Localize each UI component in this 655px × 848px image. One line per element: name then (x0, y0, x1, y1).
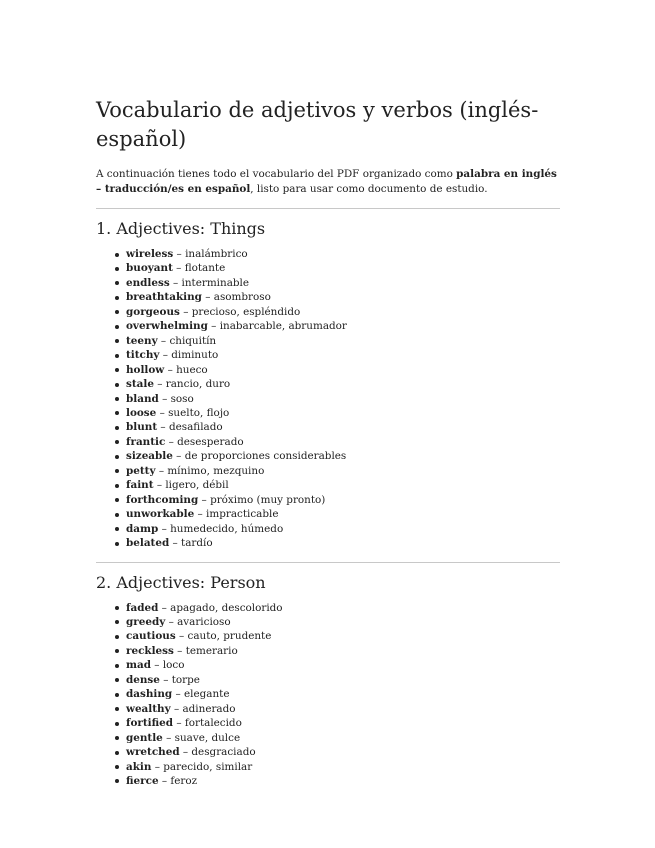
list-item (126, 760, 560, 774)
spanish-translation: avaricioso (177, 615, 231, 628)
list-item (126, 478, 560, 492)
list-item (126, 305, 560, 319)
section-adjectives-person (96, 572, 560, 789)
list-item (126, 290, 560, 304)
spanish-translation: asombroso (213, 291, 271, 304)
spanish-translation: próximo (muy pronto) (210, 493, 326, 506)
spanish-translation: impracticable (206, 508, 279, 521)
list-item (126, 247, 560, 261)
spanish-translation: feroz (170, 774, 198, 787)
vocab-list (96, 247, 560, 551)
list-item (126, 348, 560, 362)
section-heading: 2. Adjectives: Person (96, 572, 266, 592)
page-title: Vocabulario de adjetivos y verbos (inglés-español) (96, 98, 539, 151)
dash-separator: – (170, 702, 183, 715)
dash-separator: – (172, 688, 184, 701)
dash-separator: – (172, 262, 185, 275)
intro-bold-text: palabra en inglés – traducción/es en español (96, 168, 557, 195)
dash-separator: – (162, 731, 175, 744)
dash-separator: – (159, 349, 172, 362)
list-item (126, 536, 560, 550)
document-page (96, 96, 560, 788)
spanish-translation: suave, dulce (174, 731, 241, 744)
intro-text-before: A continuación tienes todo el vocabulario del PDF organizado como (96, 168, 457, 180)
list-item (126, 406, 560, 420)
spanish-translation: hueco (176, 363, 208, 376)
english-word: forthcoming (126, 493, 199, 506)
english-word: teeny (126, 334, 158, 347)
spanish-translation: flotante (184, 262, 226, 275)
english-word: fierce (126, 774, 159, 787)
spanish-translation: soso (170, 392, 194, 405)
dash-separator: – (158, 392, 171, 405)
english-word: blunt (126, 421, 158, 434)
english-word: cautious (126, 630, 176, 643)
dash-separator: – (158, 601, 171, 614)
dash-separator: – (179, 305, 192, 318)
list-item (126, 334, 560, 348)
list-item (126, 644, 560, 658)
english-word: mad (126, 659, 151, 672)
list-item (126, 261, 560, 275)
spanish-translation: mínimo, mezquino (167, 464, 265, 477)
dash-separator: – (157, 421, 169, 434)
list-item (126, 493, 560, 507)
dash-separator: – (207, 320, 220, 333)
spanish-translation: inabarcable, abrumador (219, 320, 347, 333)
english-word: breathtaking (126, 291, 202, 304)
list-item (126, 658, 560, 672)
english-word: damp (126, 522, 159, 535)
dash-separator: – (159, 673, 172, 686)
english-word: loose (126, 406, 157, 419)
spanish-translation: elegante (183, 688, 230, 701)
dash-separator: – (155, 464, 168, 477)
list-item (126, 716, 560, 730)
spanish-translation: inalámbrico (185, 248, 248, 260)
dash-separator: – (165, 615, 178, 628)
spanish-translation: tardío (181, 537, 213, 550)
dash-separator: – (169, 537, 182, 550)
dash-separator: – (158, 522, 171, 535)
list-item (126, 420, 560, 434)
english-word: unworkable (126, 508, 195, 521)
spanish-translation: diminuto (171, 349, 219, 362)
list-item (126, 601, 560, 615)
english-word: faint (126, 479, 154, 492)
list-item (126, 522, 560, 536)
spanish-translation: chiquitín (169, 334, 217, 347)
list-item (126, 276, 560, 290)
dash-separator: – (157, 334, 170, 347)
english-word: stale (126, 378, 154, 391)
list-item (126, 731, 560, 745)
english-word: titchy (126, 349, 160, 362)
english-word: wireless (126, 248, 174, 260)
spanish-translation: parecido, similar (163, 760, 253, 773)
dash-separator: – (165, 435, 178, 448)
english-word: bland (126, 392, 159, 405)
dash-separator: – (173, 644, 186, 657)
dash-separator: – (175, 630, 188, 643)
spanish-translation: cauto, prudente (187, 630, 272, 643)
dash-separator: – (173, 248, 186, 260)
dash-separator: – (194, 508, 207, 521)
list-item (126, 673, 560, 687)
spanish-translation: fortalecido (184, 717, 242, 730)
spanish-translation: humedecido, húmedo (170, 522, 284, 535)
english-word: endless (126, 276, 170, 289)
spanish-translation: adinerado (182, 702, 236, 715)
english-word: dashing (126, 688, 173, 701)
section-adjectives-things (96, 218, 560, 551)
section-heading: 1. Adjectives: Things (96, 219, 266, 238)
english-word: gorgeous (126, 305, 180, 318)
dash-separator: – (151, 659, 163, 672)
english-word: wretched (126, 746, 180, 759)
spanish-translation: precioso, espléndido (191, 305, 301, 318)
section-divider (96, 208, 560, 209)
spanish-translation: ligero, débil (165, 479, 229, 492)
spanish-translation: desesperado (177, 435, 244, 448)
dash-separator: – (153, 378, 166, 391)
dash-separator: – (151, 760, 164, 773)
english-word: akin (126, 760, 152, 773)
list-item (126, 449, 560, 463)
dash-separator: – (169, 276, 182, 289)
english-word: hollow (126, 363, 165, 376)
english-word: buoyant (126, 262, 173, 275)
list-item (126, 629, 560, 643)
intro-text-after: , listo para usar como documento de estudio. (250, 183, 488, 195)
list-item (126, 745, 560, 759)
spanish-translation: torpe (171, 673, 200, 686)
intro-paragraph (96, 167, 560, 197)
section-divider (96, 562, 560, 563)
list-item (126, 615, 560, 629)
english-word: overwhelming (126, 320, 208, 333)
list-item (126, 464, 560, 478)
list-item (126, 319, 560, 333)
list-item (126, 702, 560, 716)
english-word: petty (126, 464, 156, 477)
spanish-translation: desgraciado (191, 746, 256, 759)
spanish-translation: de proporciones considerables (184, 450, 347, 463)
list-item (126, 392, 560, 406)
english-word: fortified (126, 717, 174, 730)
spanish-translation: interminable (181, 276, 250, 289)
english-word: belated (126, 537, 170, 550)
list-item (126, 363, 560, 377)
dash-separator: – (164, 363, 177, 376)
list-item (126, 377, 560, 391)
vocab-list (96, 601, 560, 789)
spanish-translation: desafilado (168, 421, 223, 434)
spanish-translation: temerario (185, 644, 238, 657)
spanish-translation: suelto, flojo (168, 406, 230, 419)
english-word: wealthy (126, 702, 171, 715)
english-word: sizeable (126, 450, 173, 463)
spanish-translation: loco (162, 659, 185, 672)
dash-separator: – (173, 717, 185, 730)
list-item (126, 507, 560, 521)
list-item (126, 687, 560, 701)
english-word: gentle (126, 731, 163, 744)
english-word: dense (126, 673, 160, 686)
english-word: greedy (126, 615, 166, 628)
dash-separator: – (179, 746, 192, 759)
spanish-translation: rancio, duro (165, 378, 231, 391)
list-item (126, 774, 560, 788)
english-word: frantic (126, 435, 166, 448)
english-word: reckless (126, 644, 174, 657)
dash-separator: – (153, 479, 166, 492)
spanish-translation: apagado, descolorido (170, 601, 283, 614)
dash-separator: – (198, 493, 211, 506)
dash-separator: – (201, 291, 214, 304)
dash-separator: – (156, 406, 169, 419)
list-item (126, 435, 560, 449)
dash-separator: – (172, 450, 185, 463)
dash-separator: – (158, 774, 171, 787)
english-word: faded (126, 601, 159, 614)
